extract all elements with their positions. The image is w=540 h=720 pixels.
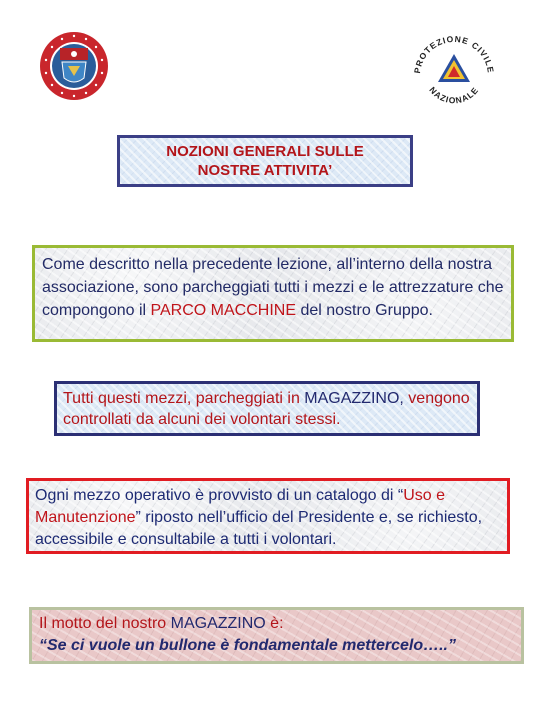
paragraph-text: Ogni mezzo operativo è provvisto di un catalogo di “ [35, 487, 404, 504]
title-line-1: NOZIONI GENERALI SULLE [166, 143, 364, 160]
highlight-magazzino-motto: MAGAZZINO [170, 615, 266, 632]
motto-box [29, 607, 524, 664]
highlight-magazzino: MAGAZZINO, [304, 390, 404, 407]
paragraph-text: ” riposto nell’ufficio del Presidente e, se richiesto, accessibile e consultabile a tutti i volontari. [35, 509, 483, 548]
paragraph-text: del nostro Gruppo. [296, 302, 433, 319]
motto-intro: Il motto del nostro MAGAZZINO è: [39, 615, 284, 632]
protezione-civile-nazionale-logo [410, 28, 498, 116]
highlight-parco-macchine: PARCO MACCHINE [150, 302, 297, 319]
highlight-uso-manutenzione: Uso e Manutenzione [35, 487, 445, 526]
paragraph-text: Tutti questi mezzi, parcheggiati in [63, 390, 305, 407]
svg-text:PROTEZIONE CIVILE: PROTEZIONE CIVILE [412, 33, 496, 75]
parco-macchine-paragraph [32, 245, 514, 342]
title-box [117, 135, 413, 187]
association-crest-icon [38, 30, 110, 102]
svg-text:NAZIONALE: NAZIONALE [427, 84, 481, 106]
motto-quote: “Se ci vuole un bullone è fondamentale mettercelo…..” [39, 637, 456, 654]
paragraph-text: Come descritto nella precedente lezione, all’interno della nostra associazione, sono parcheggiati tutti i mezzi e le attrezzature che compongono il [42, 256, 504, 319]
title-line-2: NOSTRE ATTIVITA’ [197, 162, 333, 179]
catalogo-paragraph [26, 478, 510, 554]
magazzino-paragraph [54, 381, 480, 436]
paragraph-text: vengono controllati da alcuni dei volontari stessi. [63, 390, 470, 428]
